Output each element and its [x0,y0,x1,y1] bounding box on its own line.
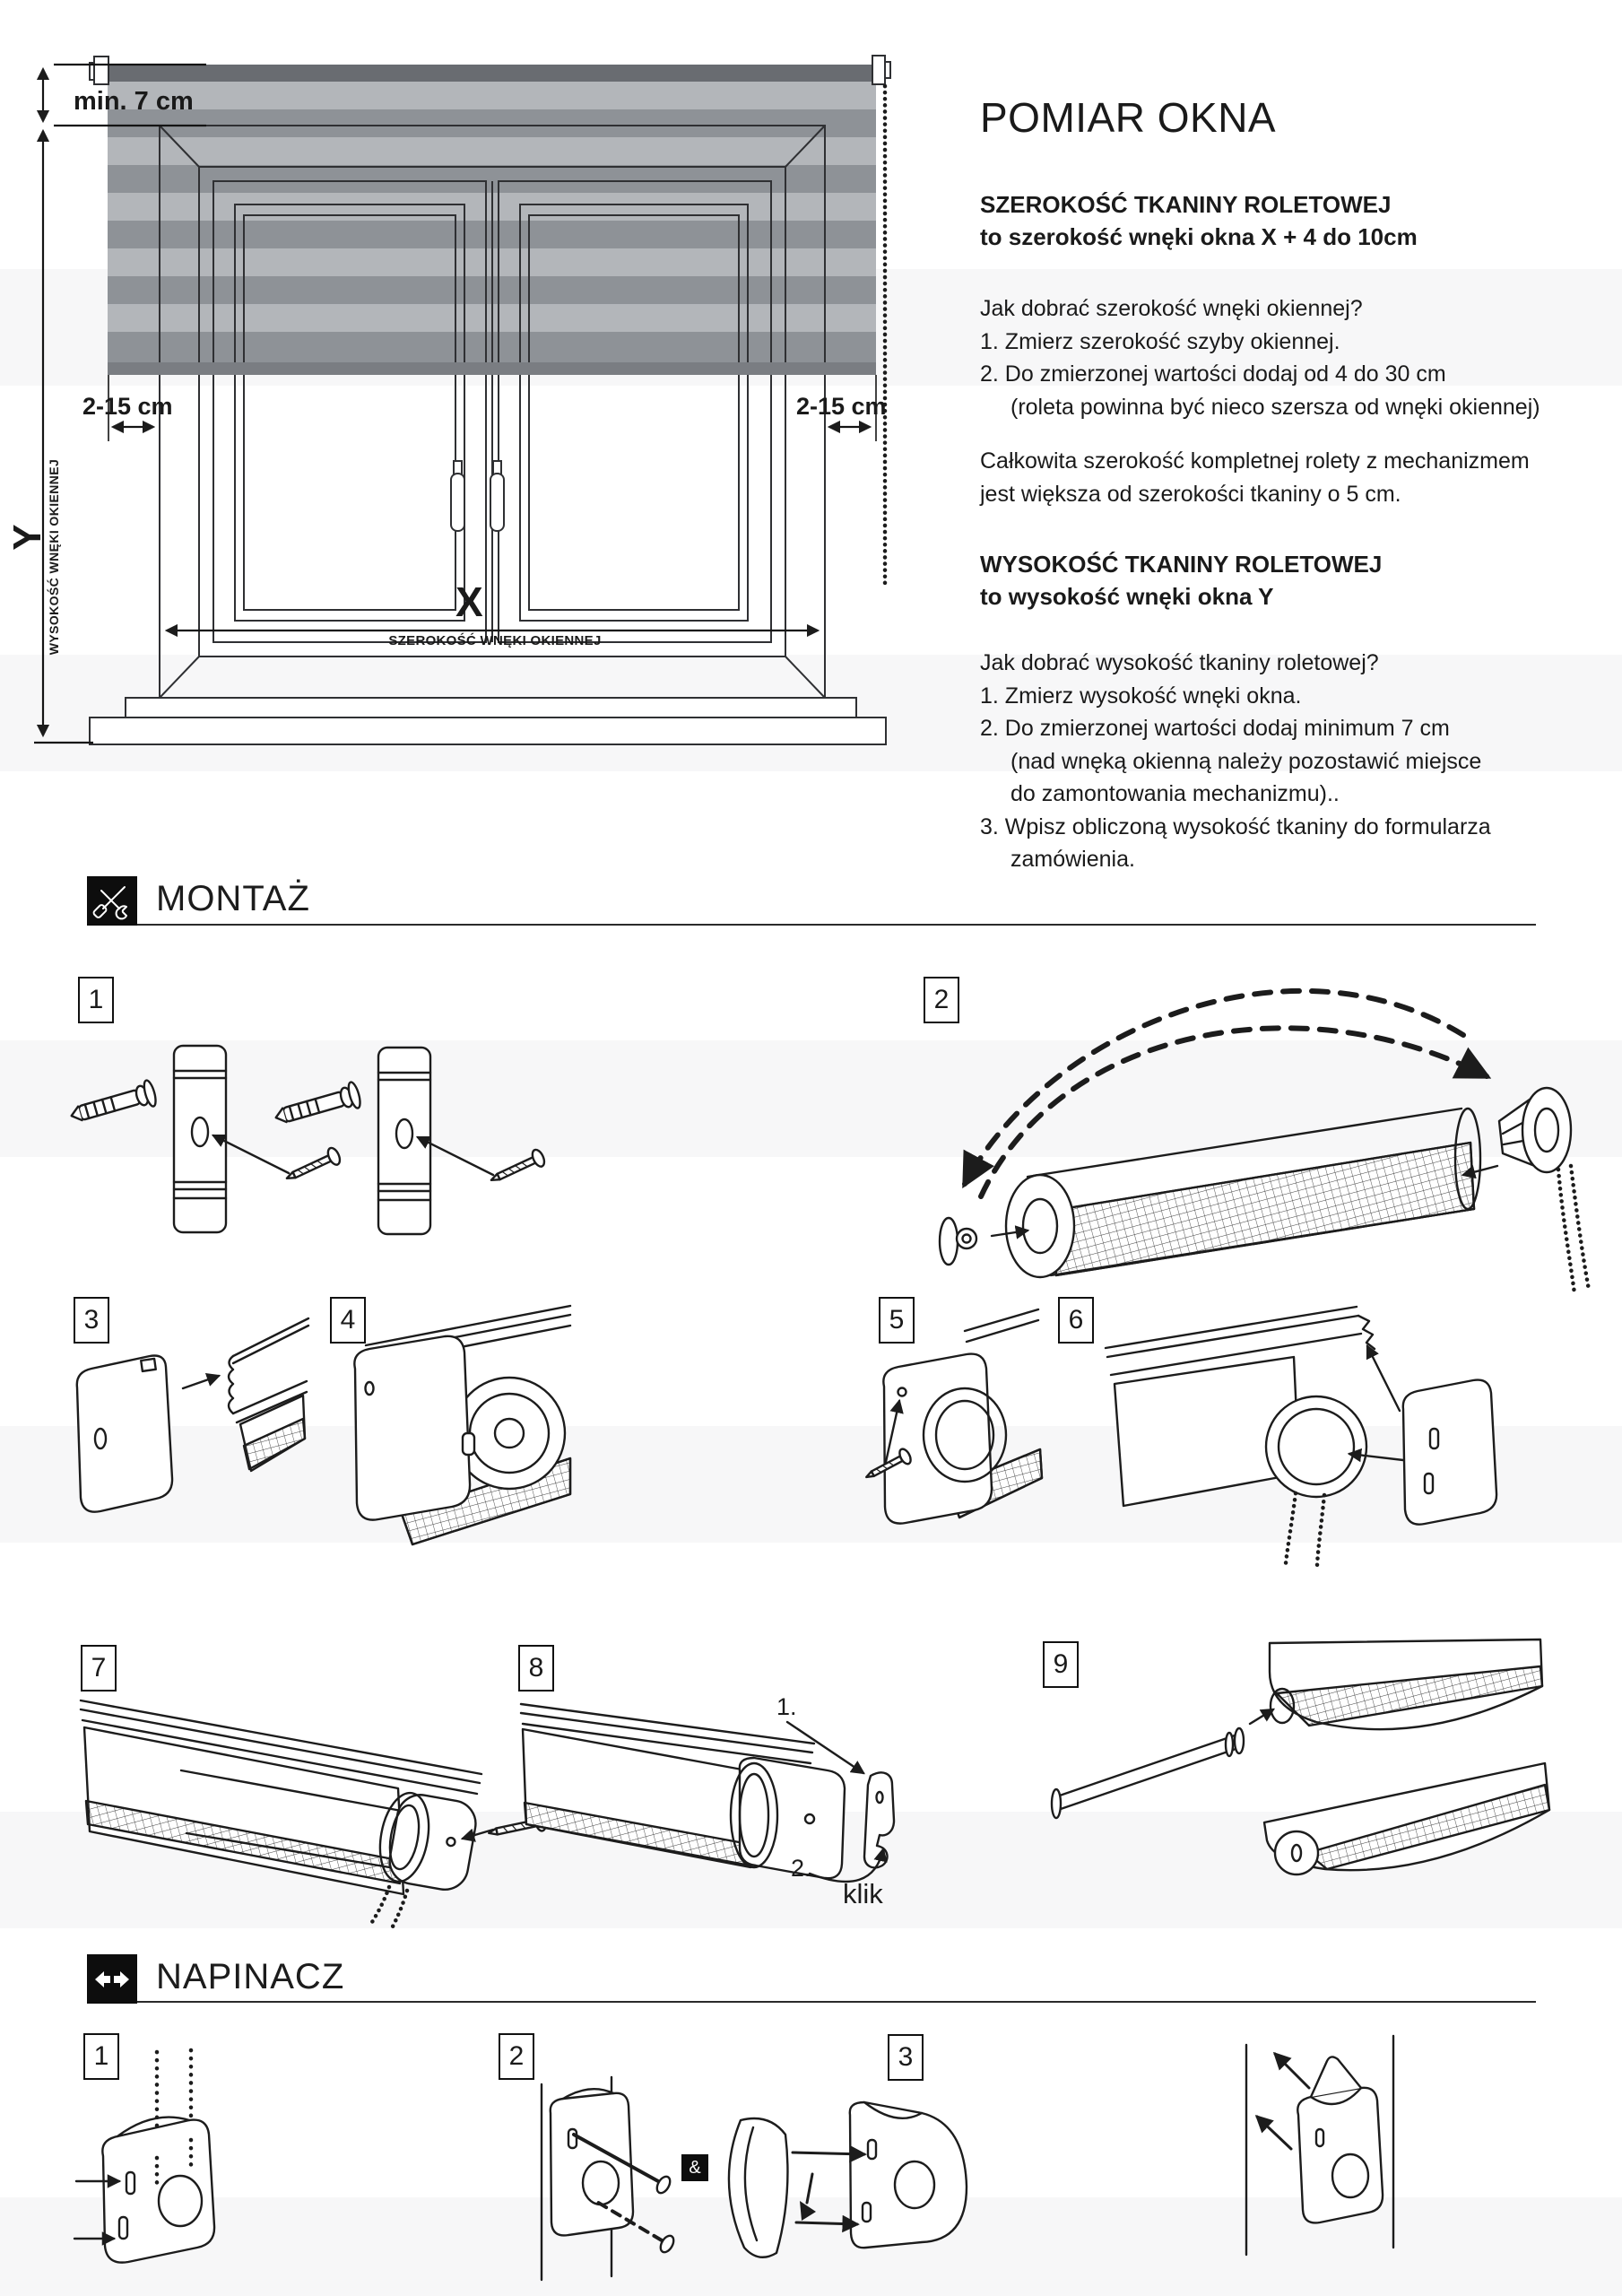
height-heading-line1: WYSOKOŚĆ TKANINY ROLETOWEJ [980,551,1383,578]
montaz-step-2-number: 2 [924,977,959,1023]
napinacz-step-3-result-art [1246,2036,1393,2255]
montaz-step-6-art [1106,1307,1496,1565]
width-step-1: 1. Zmierz szerokość szyby okiennej. [980,328,1340,354]
height-step-1: 1. Zmierz wysokość wnęki okna. [980,683,1302,709]
montaz-step-3-number: 3 [74,1297,109,1344]
width-instructions [980,292,1613,423]
napinacz-step-2-art [542,2077,676,2280]
width-step-2b: (roleta powinna być nieco szersza od wnęki okiennej) [1010,394,1540,420]
width-heading [980,188,1613,253]
montaz-step-8-art [521,1704,894,1882]
montaz-step-9-art [1052,1639,1549,1874]
napinacz-step-3-art [729,2102,967,2257]
and-joiner-badge: & [681,2154,708,2181]
montaz-step-8-number: 8 [518,1645,554,1692]
napinacz-step-2-number: 2 [499,2033,534,2080]
montaz-step-4-art [354,1306,570,1544]
height-step-2b: (nad wnęką okienną należy pozostawić miejsce [1010,748,1482,774]
napinacz-section-title: NAPINACZ [156,1957,345,1996]
width-question: Jak dobrać szerokość wnęki okiennej? [980,296,1363,321]
napinacz-step-1-number: 1 [83,2033,119,2080]
height-instructions [980,647,1613,876]
step8-klik-label: klik [843,1878,883,1909]
height-axis-label: WYSOKOŚĆ WNĘKI OKIENNEJ [47,458,61,656]
width-heading-line2: to szerokość wnęki okna X + 4 do 10cm [980,223,1418,250]
height-question: Jak dobrać wysokość tkaniny roletowej? [980,650,1379,675]
height-step-3b: zamówienia. [1010,847,1135,872]
width-dimension-letter: X [455,578,483,625]
montaz-section-title: MONTAŻ [156,879,310,918]
height-dimension-letter: Y [5,524,49,551]
montaz-step-7-number: 7 [81,1645,117,1692]
width-note-line1: Całkowita szerokość kompletnej rolety z mechanizmem [980,448,1530,474]
measurement-text-column [980,93,1613,898]
napinacz-step-3-number: 3 [888,2034,924,2081]
width-note-line2: jest większa od szerokości tkaniny o 5 cm. [980,481,1401,507]
height-heading [980,548,1613,613]
width-step-2: 2. Do zmierzonej wartości dodaj od 4 do 30 cm [980,361,1446,387]
step8-substep-2-label: 2. [791,1855,811,1882]
montaz-step-1-art [68,1046,547,1234]
right-gap-label: 2-15 cm [796,393,887,420]
page-title: POMIAR OKNA [980,94,1277,141]
montaz-step-3-art [77,1318,308,1512]
montaz-step-4-number: 4 [330,1297,366,1344]
montaz-step-9-number: 9 [1043,1641,1079,1688]
montaz-step-1-number: 1 [78,977,114,1023]
left-gap-label: 2-15 cm [82,393,173,420]
montaz-step-6-number: 6 [1058,1297,1094,1344]
height-heading-line2: to wysokość wnęki okna Y [980,583,1274,610]
montaz-step-7-art [81,1700,547,1928]
napinacz-step-1-art [74,2050,214,2263]
height-step-3: 3. Wpisz obliczoną wysokość tkaniny do formularza [980,813,1491,839]
height-step-2c: do zamontowania mechanizmu).. [1010,781,1340,806]
montaz-step-5-number: 5 [879,1297,915,1344]
width-heading-line1: SZEROKOŚĆ TKANINY ROLETOWEJ [980,191,1392,218]
min-height-label: min. 7 cm [74,87,194,116]
width-axis-label: SZEROKOŚĆ WNĘKI OKIENNEJ [388,633,602,648]
height-step-2: 2. Do zmierzonej wartości dodaj minimum 7 cm [980,716,1450,741]
width-note [980,445,1613,510]
step8-substep-1-label: 1. [776,1693,797,1720]
montaz-step-2-art [940,991,1589,1293]
